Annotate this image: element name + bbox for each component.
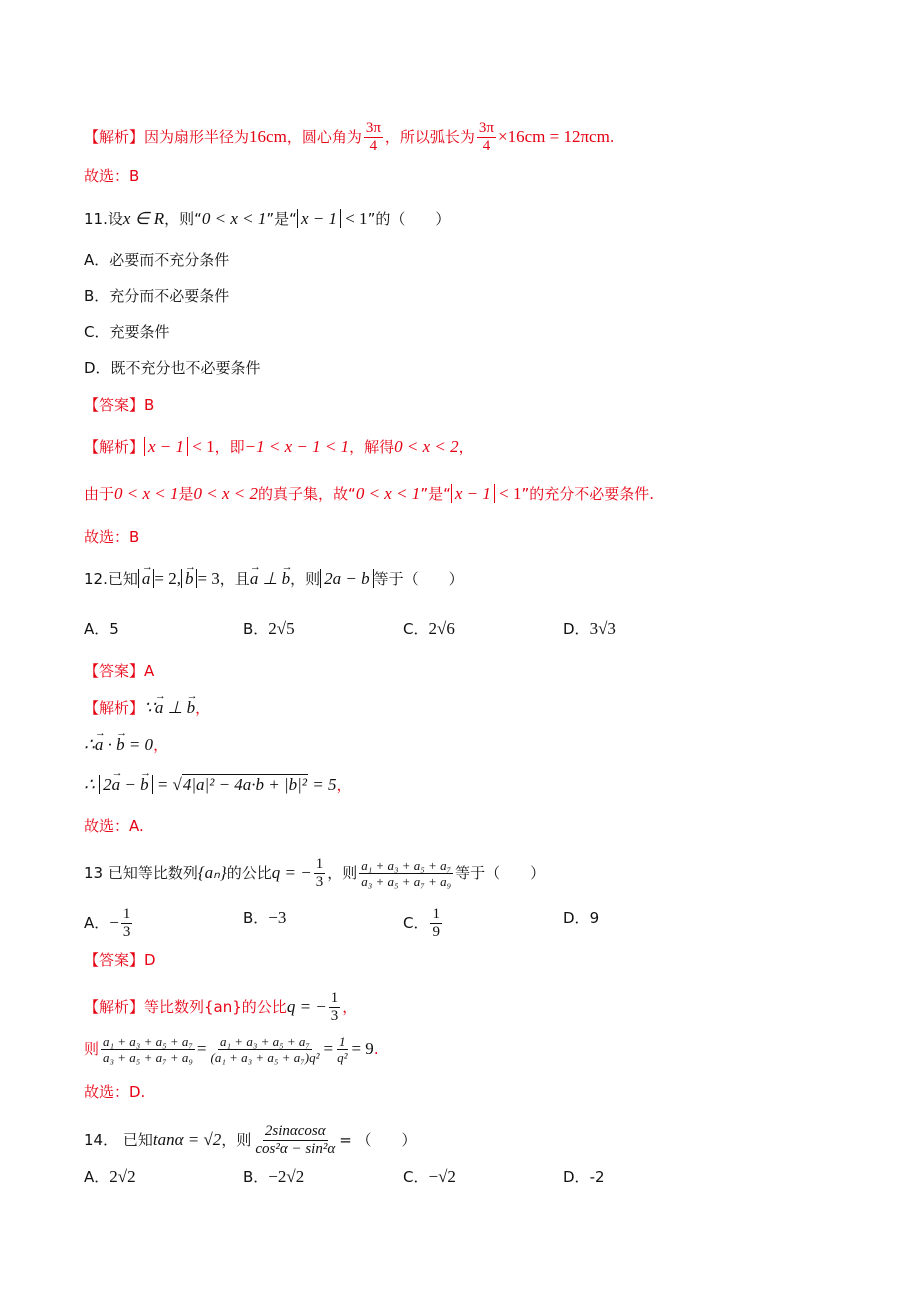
q11-option-c[interactable]: C．充要条件	[84, 323, 170, 341]
q12-option-a[interactable]: A．5	[84, 620, 119, 638]
q10-conclusion: 故选：B	[84, 167, 140, 185]
q10-analysis: 【解析】因为扇形半径为16cm，圆心角为 $\frac{3\pi}{4}$ ，所以弧长为 $\frac{3\pi}{4}$ ×16cm = 12πcm.	[84, 120, 615, 154]
q14-option-b[interactable]: B．−2√2	[243, 1167, 305, 1186]
q12-answer: 【答案】A	[84, 662, 155, 680]
q11-option-a[interactable]: A．必要而不充分条件	[84, 251, 230, 269]
arc-fraction: $\frac{3\pi}{4}$	[478, 120, 494, 154]
q12-option-b[interactable]: B．2√5	[243, 619, 295, 638]
q12-option-c[interactable]: C．2√6	[403, 619, 455, 638]
q13-analysis-2: 则 $\frac{\text{a₁ + a₃ + a₅ + a₇}}{\text{a₃ + a₅ + a₇ + a₉}}$ = $\frac{\text{a₁ + a₃ + a₅ + a₇}}{\text{(a₁ + a₃ + a₅ + a₇)q²}}$ = $\frac{1}{\text{q²}}$ = 9.	[84, 1034, 379, 1065]
q13-option-a[interactable]: A．− $\frac{1}{3}$	[84, 906, 131, 940]
q13-conclusion: 故选：D.	[84, 1083, 146, 1101]
q12-analysis-1: 【解析】∵→ a ⊥ → b，	[84, 696, 210, 720]
analysis-tag: 【解析】	[84, 128, 145, 146]
q12-conclusion: 故选：A.	[84, 817, 144, 835]
q12-option-d[interactable]: D．3√3	[563, 619, 616, 638]
q13-stem: 13 已知等比数列{aₙ}的公比q = − $\frac{1}{3}$ ，则 $\frac{\text{a₁ + a₃ + a₅ + a₇}}{\text{a₃ + a₅ + a₇ + a₉}}$ 等于（ ）	[84, 856, 546, 890]
q13-option-d[interactable]: D．9	[563, 909, 600, 927]
q11-option-b[interactable]: B．充分而不必要条件	[84, 287, 230, 305]
q12-analysis-2: ∴→ a · → b = 0，	[84, 733, 168, 757]
q11-conclusion: 故选：B	[84, 528, 140, 546]
q11-option-d[interactable]: D．既不充分也不必要条件	[84, 359, 261, 377]
q11-stem: 11.设x ∈ R，则“0 < x < 1”是“ x − 1 < 1”的（ ）	[84, 209, 451, 228]
q11-analysis-2: 由于0 < x < 1是0 < x < 2的真子集，故“0 < x < 1”是“ x − 1 < 1”的充分不必要条件.	[84, 484, 655, 503]
angle-fraction: $\frac{3\pi}{4}$	[365, 120, 381, 154]
q13-answer: 【答案】D	[84, 951, 156, 969]
q11-analysis-1: 【解析】 x − 1 < 1，即−1 < x − 1 < 1，解得0 < x < 2，	[84, 437, 474, 456]
q12-analysis-3: ∴ 2→ a − → b = √4|a|² − 4a·b + |b|² = 5，	[84, 773, 351, 797]
q13-analysis-1: 【解析】等比数列{an}的公比q = − $\frac{1}{3}$ ，	[84, 990, 358, 1024]
q11-answer: 【答案】B	[84, 396, 155, 414]
q14-option-c[interactable]: C．−√2	[403, 1167, 456, 1186]
q14-option-a[interactable]: A．2√2	[84, 1167, 136, 1186]
q14-stem: 14． 已知tanα = √2，则 $\frac{2\sin\alpha\cos\alpha}{\text{cos²α − sin²α}}$ = （ ）	[84, 1123, 417, 1157]
q13-option-c[interactable]: C． $\frac{1}{9}$	[403, 906, 440, 940]
q12-stem: 12.已知→ a = 2,→ b = 3，且→ a ⊥ → b，则 2a − b 等于（ ）	[84, 567, 464, 591]
q13-option-b[interactable]: B．−3	[243, 908, 287, 927]
q14-option-d[interactable]: D．-2	[563, 1168, 605, 1186]
